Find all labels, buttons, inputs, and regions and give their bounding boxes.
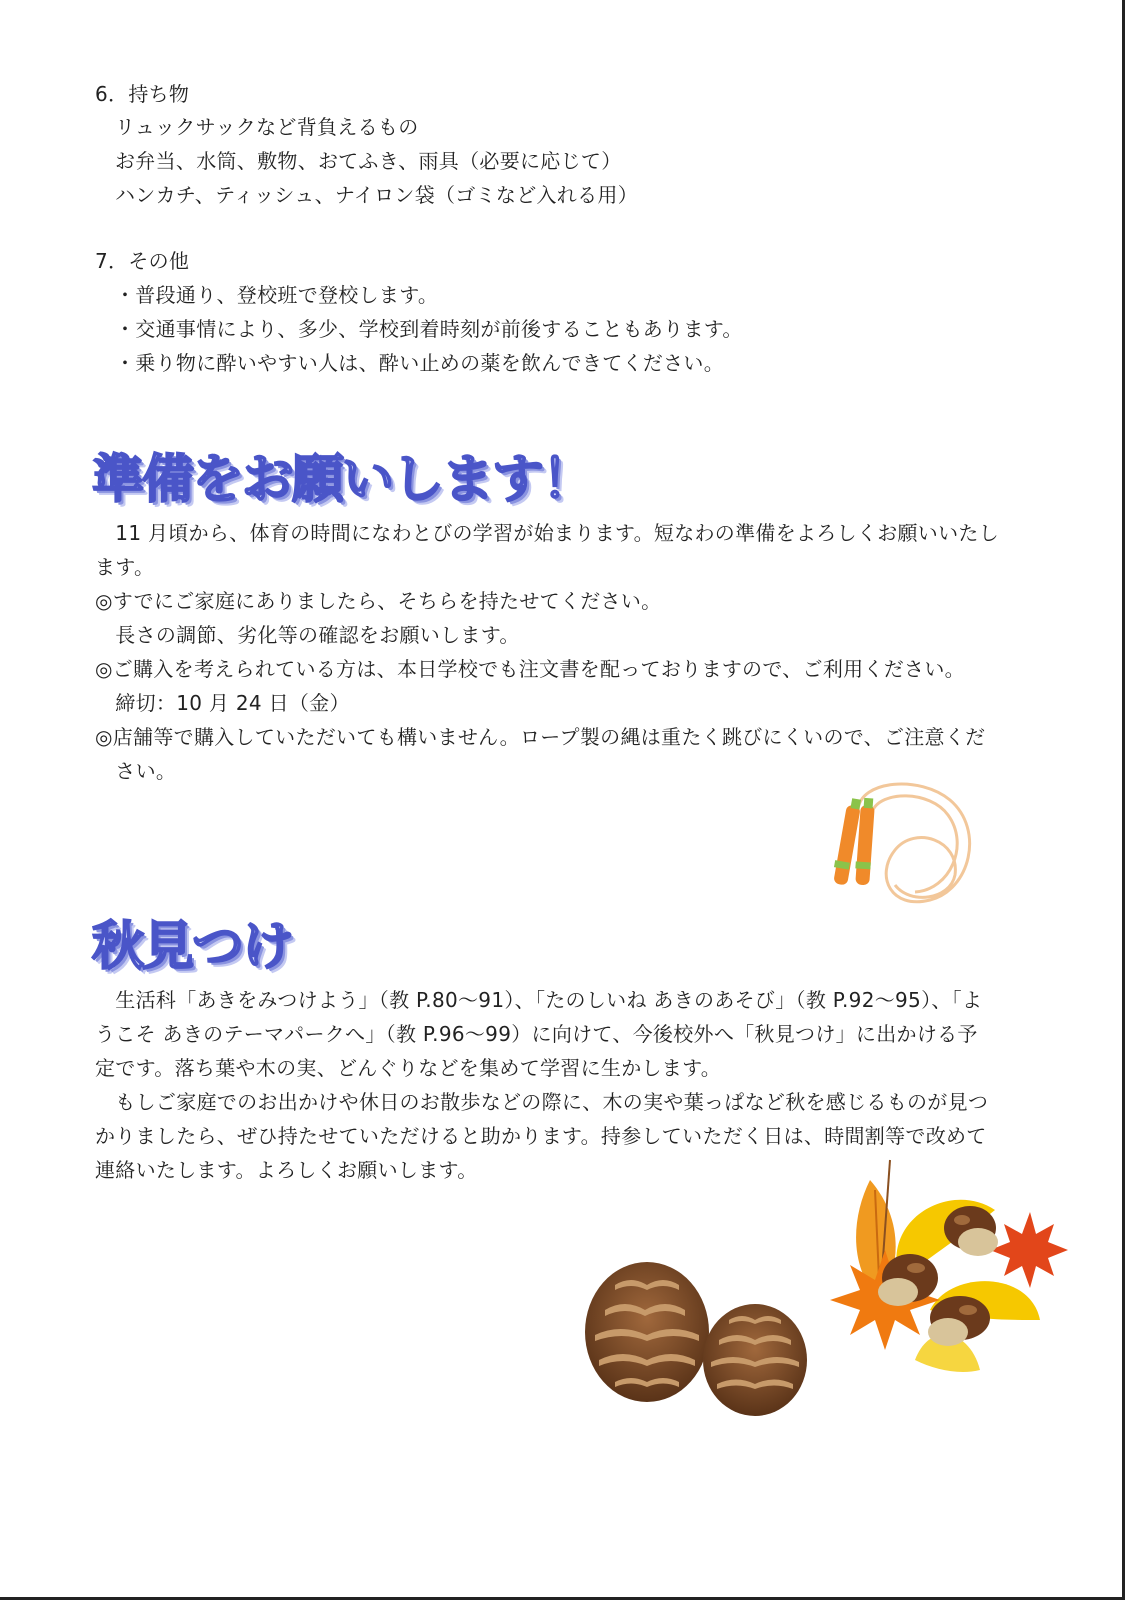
jump-rope-illustration xyxy=(820,780,990,920)
autumn-line-3: 定です。落ち葉や木の実、どんぐりなどを集めて学習に生かします。 xyxy=(95,1056,722,1080)
prepare-title: 準備をお願いします！ xyxy=(92,450,593,510)
prepare-line-6: 締切：10 月 24 日（金） xyxy=(95,691,350,715)
prepare-line-4: 長さの調節、劣化等の確認をお願いします。 xyxy=(95,623,520,647)
autumn-line-4: もしご家庭でのお出かけや休日のお散歩などの際に、木の実や葉っぱなど秋を感じるものが見つ xyxy=(95,1090,989,1114)
pinecones-illustration xyxy=(585,1250,825,1420)
other-line-3: ・乗り物に酔いやすい人は、酔い止めの薬を飲んできてください。 xyxy=(115,351,724,375)
prepare-line-1: 11 月頃から、体育の時間になわとびの学習が始まります。短なわの準備をよろしくお願いいたし xyxy=(95,521,1000,545)
other-heading: 7．その他 xyxy=(95,249,190,273)
prepare-line-5: ◎ご購入を考えられている方は、本日学校でも注文書を配っておりますので、ご利用ください。 xyxy=(95,657,965,681)
autumn-line-6: 連絡いたします。よろしくお願いします。 xyxy=(95,1158,478,1182)
prepare-line-2: ます。 xyxy=(95,555,155,579)
items-line-3: ハンカチ、ティッシュ、ナイロン袋（ゴミなど入れる用） xyxy=(115,183,638,207)
items-line-2: お弁当、水筒、敷物、おてふき、雨具（必要に応じて） xyxy=(115,149,622,173)
prepare-line-8: さい。 xyxy=(95,759,177,783)
autumn-line-2: うこそ あきのテーマパークへ」（教 P.96～99）に向けて、今後校外へ「秋見つけ」に出かける予 xyxy=(95,1022,978,1046)
autumn-title: 秋見つけ xyxy=(92,917,293,977)
autumn-line-5: かりましたら、ぜひ持たせていただけると助かります。持参していただく日は、時間割等で改めて xyxy=(95,1124,987,1148)
prepare-line-3: ◎すでにご家庭にありましたら、そちらを持たせてください。 xyxy=(95,589,662,613)
other-line-1: ・普段通り、登校班で登校します。 xyxy=(115,283,439,307)
items-heading: 6．持ち物 xyxy=(95,82,190,106)
other-line-2: ・交通事情により、多少、学校到着時刻が前後することもあります。 xyxy=(115,317,743,341)
autumn-leaves-acorns-illustration xyxy=(820,1160,1065,1390)
prepare-line-7: ◎店舗等で購入していただいても構いません。ロープ製の縄は重たく跳びにくいので、ご注意くだ xyxy=(95,725,986,749)
items-line-1: リュックサックなど背負えるもの xyxy=(115,115,419,139)
autumn-line-1: 生活科「あきをみつけよう」（教 P.80～91）、「たのしいね あきのあそび」（教 P.92～95）、「よ xyxy=(95,988,983,1012)
